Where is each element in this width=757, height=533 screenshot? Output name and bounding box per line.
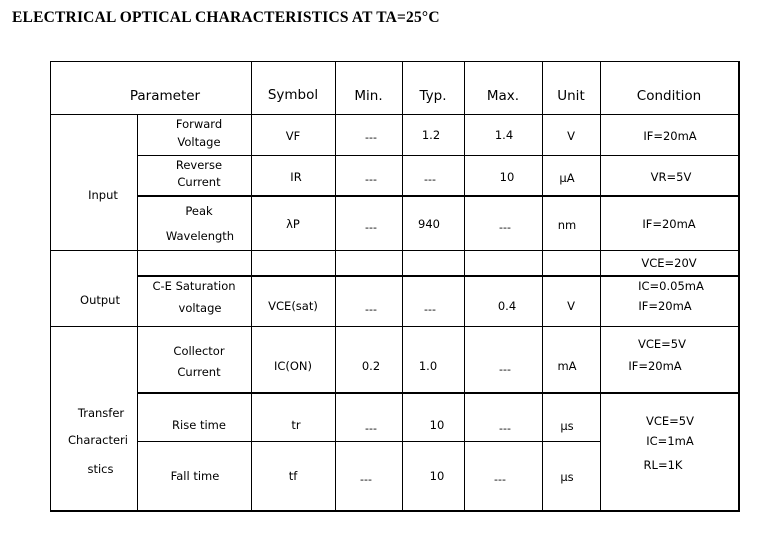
param-ir-line1: Reverse — [175, 158, 223, 173]
group-transfer-line2: Characteri — [68, 433, 128, 448]
symbol-ic: IC(ON) — [273, 359, 313, 374]
condition-vce-line1: VCE=20V — [641, 256, 697, 271]
param-lp-line2: Wavelength — [165, 229, 235, 244]
condition-switch-line1: VCE=5V — [646, 414, 694, 429]
section-divider — [50, 250, 739, 251]
symbol-tr: tr — [291, 418, 301, 433]
header-bottom-border — [50, 114, 739, 115]
header-symbol: Symbol — [267, 87, 319, 104]
param-tf: Fall time — [170, 469, 220, 484]
condition-switch-line2: IC=1mA — [646, 434, 694, 449]
max-tf: --- — [494, 472, 506, 486]
section-divider — [50, 326, 739, 327]
row-divider — [137, 195, 739, 197]
unit-ic: mA — [557, 359, 577, 374]
row-divider — [137, 155, 739, 156]
condition-lp: IF=20mA — [642, 217, 696, 232]
unit-tr: μs — [560, 419, 574, 434]
param-vf-line2: Voltage — [177, 135, 221, 150]
min-vf: --- — [365, 130, 377, 144]
param-ir-line2: Current — [177, 175, 221, 190]
param-lp-line1: Peak — [185, 204, 213, 219]
param-ic-line2: Current — [177, 365, 221, 380]
param-vce-line1: C-E Saturation — [152, 279, 236, 294]
header-max: Max. — [486, 88, 520, 105]
unit-ir: μA — [559, 171, 575, 186]
table-bottom-border — [50, 510, 740, 512]
condition-vf: IF=20mA — [643, 129, 697, 144]
typ-vce: --- — [424, 302, 436, 316]
group-input: Input — [88, 188, 118, 203]
max-lp: --- — [499, 220, 511, 234]
row-divider — [137, 441, 600, 442]
symbol-ir: IR — [290, 170, 302, 185]
symbol-tf: tf — [288, 469, 298, 484]
typ-vf: 1.2 — [421, 128, 441, 143]
symbol-lp: λP — [286, 217, 300, 232]
min-tr: --- — [365, 421, 377, 435]
max-ic: --- — [499, 362, 511, 376]
typ-lp: 940 — [418, 217, 440, 232]
unit-vce: V — [567, 299, 575, 314]
header-unit: Unit — [557, 88, 585, 105]
max-vf: 1.4 — [494, 128, 514, 143]
header-typ: Typ. — [419, 88, 447, 105]
row-divider — [137, 392, 739, 394]
group-transfer-line1: Transfer — [77, 406, 125, 421]
symbol-vf: VF — [285, 129, 301, 144]
min-vce: --- — [365, 302, 377, 316]
header-condition: Condition — [636, 88, 702, 105]
page-title: ELECTRICAL OPTICAL CHARACTERISTICS AT TA=25°C — [12, 9, 440, 26]
min-lp: --- — [365, 220, 377, 234]
param-tr: Rise time — [172, 418, 226, 433]
max-ir: 10 — [499, 170, 515, 185]
condition-ic-line1: VCE=5V — [638, 337, 686, 352]
param-vf-line1: Forward — [175, 117, 223, 132]
param-ic-line1: Collector — [173, 344, 225, 359]
param-vce-line2: voltage — [178, 301, 222, 316]
min-ic: 0.2 — [361, 359, 381, 374]
typ-ic: 1.0 — [418, 359, 438, 374]
table-top-border — [50, 61, 739, 62]
min-tf: --- — [360, 472, 372, 486]
max-vce: 0.4 — [497, 299, 517, 314]
typ-tr: 10 — [429, 418, 445, 433]
max-tr: --- — [499, 421, 511, 435]
condition-ic-line2: IF=20mA — [628, 359, 682, 374]
header-parameter: Parameter — [129, 88, 201, 105]
condition-ir: VR=5V — [650, 170, 692, 185]
unit-tf: μs — [560, 470, 574, 485]
min-ir: --- — [365, 172, 377, 186]
symbol-vce: VCE(sat) — [268, 299, 318, 314]
unit-lp: nm — [557, 218, 577, 233]
condition-switch-line3: RL=1K — [643, 458, 683, 473]
header-min: Min. — [354, 88, 383, 105]
typ-ir: --- — [424, 172, 436, 186]
unit-vf: V — [567, 129, 575, 144]
condition-vce-line2: IC=0.05mA — [638, 279, 704, 294]
group-output: Output — [80, 293, 120, 308]
group-transfer-line3: stics — [87, 462, 114, 477]
condition-vce-line3: IF=20mA — [638, 299, 692, 314]
typ-tf: 10 — [429, 469, 445, 484]
